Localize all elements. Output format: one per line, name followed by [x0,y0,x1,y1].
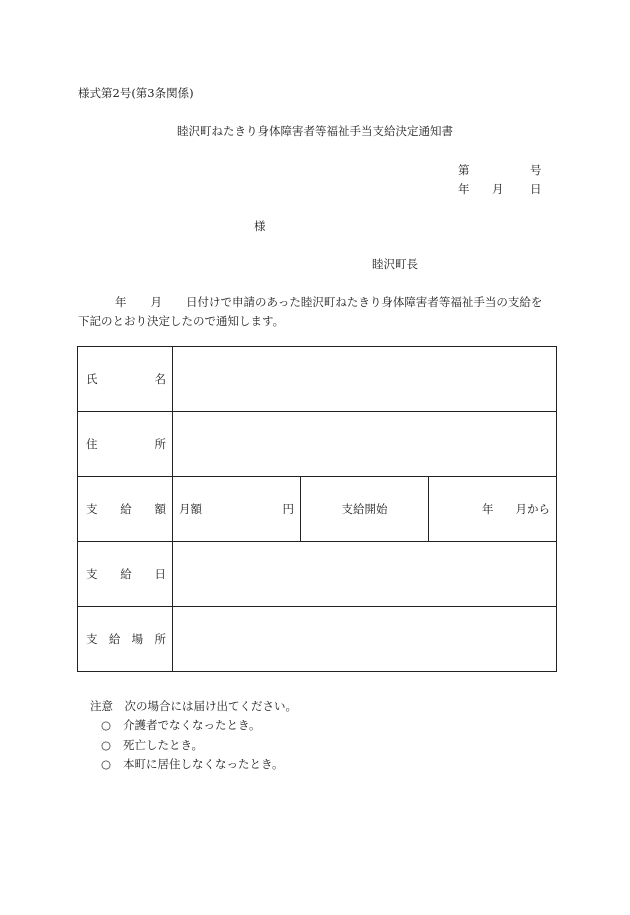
notice-heading: 注意 次の場合には届け出てください。 [90,699,297,713]
body-line-2: 下記のとおり決定したので通知します。 [78,314,285,328]
amount-label-cell [78,477,173,542]
body-line-1 [115,294,542,310]
notice-item [101,717,261,733]
place-value-cell[interactable] [173,607,557,672]
place-label-char: 所 [154,632,166,646]
sender-name: 睦沢町長 [372,257,418,271]
document-title: 睦沢町ねたきり身体障害者等福祉手当支給決定通知書 [177,124,453,138]
notice-item-text: 死亡したとき。 [123,738,204,752]
circle-bullet-icon: ○ [101,738,112,752]
amount-label-char: 給 [120,502,132,516]
table-row-address [78,412,557,477]
start-label-cell [301,477,429,542]
table-row-name [78,347,557,412]
notice-item [101,737,203,753]
payday-value-cell[interactable] [173,542,557,607]
notice-item [101,756,284,772]
reference-dai: 第 [458,163,470,177]
payday-label-char: 日 [154,567,166,581]
reference-gou: 号 [530,163,542,177]
body-month: 月 [150,295,162,309]
name-value-cell[interactable] [173,347,557,412]
payday-label-char: 支 [86,567,98,581]
address-label-char: 所 [154,437,166,451]
form-number: 様式第2号(第3条関係) [78,86,194,100]
name-label-char: 氏 [86,372,98,386]
notice-item-text: 本町に居住しなくなったとき。 [123,757,284,771]
address-label-cell [78,412,173,477]
place-label-cell [78,607,173,672]
start-year-label: 年 [482,502,494,516]
payday-label-char: 給 [120,567,132,581]
table-row-payday [78,542,557,607]
yen-label: 円 [282,502,294,516]
name-label-char: 名 [154,372,166,386]
circle-bullet-icon: ○ [101,757,112,771]
monthly-amount-cell[interactable] [173,477,301,542]
place-label-char: 支 [86,632,98,646]
name-label-cell [78,347,173,412]
payday-label-cell [78,542,173,607]
address-label-char: 住 [86,437,98,451]
start-label: 支給開始 [341,502,388,516]
notice-item-text: 介護者でなくなったとき。 [123,718,261,732]
date-year: 年 [458,182,470,196]
table-row-place [78,607,557,672]
start-date-cell[interactable] [429,477,557,542]
body-year: 年 [115,295,127,309]
monthly-label: 月額 [179,502,202,516]
amount-label-char: 額 [154,502,166,516]
amount-label-char: 支 [86,502,98,516]
address-value-cell[interactable] [173,412,557,477]
date-day: 日 [530,182,542,196]
recipient-honorific: 様 [254,219,266,233]
body-text-1: 日付けで申請のあった睦沢町ねたきり身体障害者等福祉手当の支給を [186,295,543,309]
place-label-char: 給 [108,632,121,646]
table-row-amount [78,477,557,542]
place-label-char: 場 [131,632,144,646]
date-month: 月 [492,182,504,196]
decision-table [77,346,557,672]
start-from-label: 月から [515,502,550,516]
circle-bullet-icon: ○ [101,718,112,732]
